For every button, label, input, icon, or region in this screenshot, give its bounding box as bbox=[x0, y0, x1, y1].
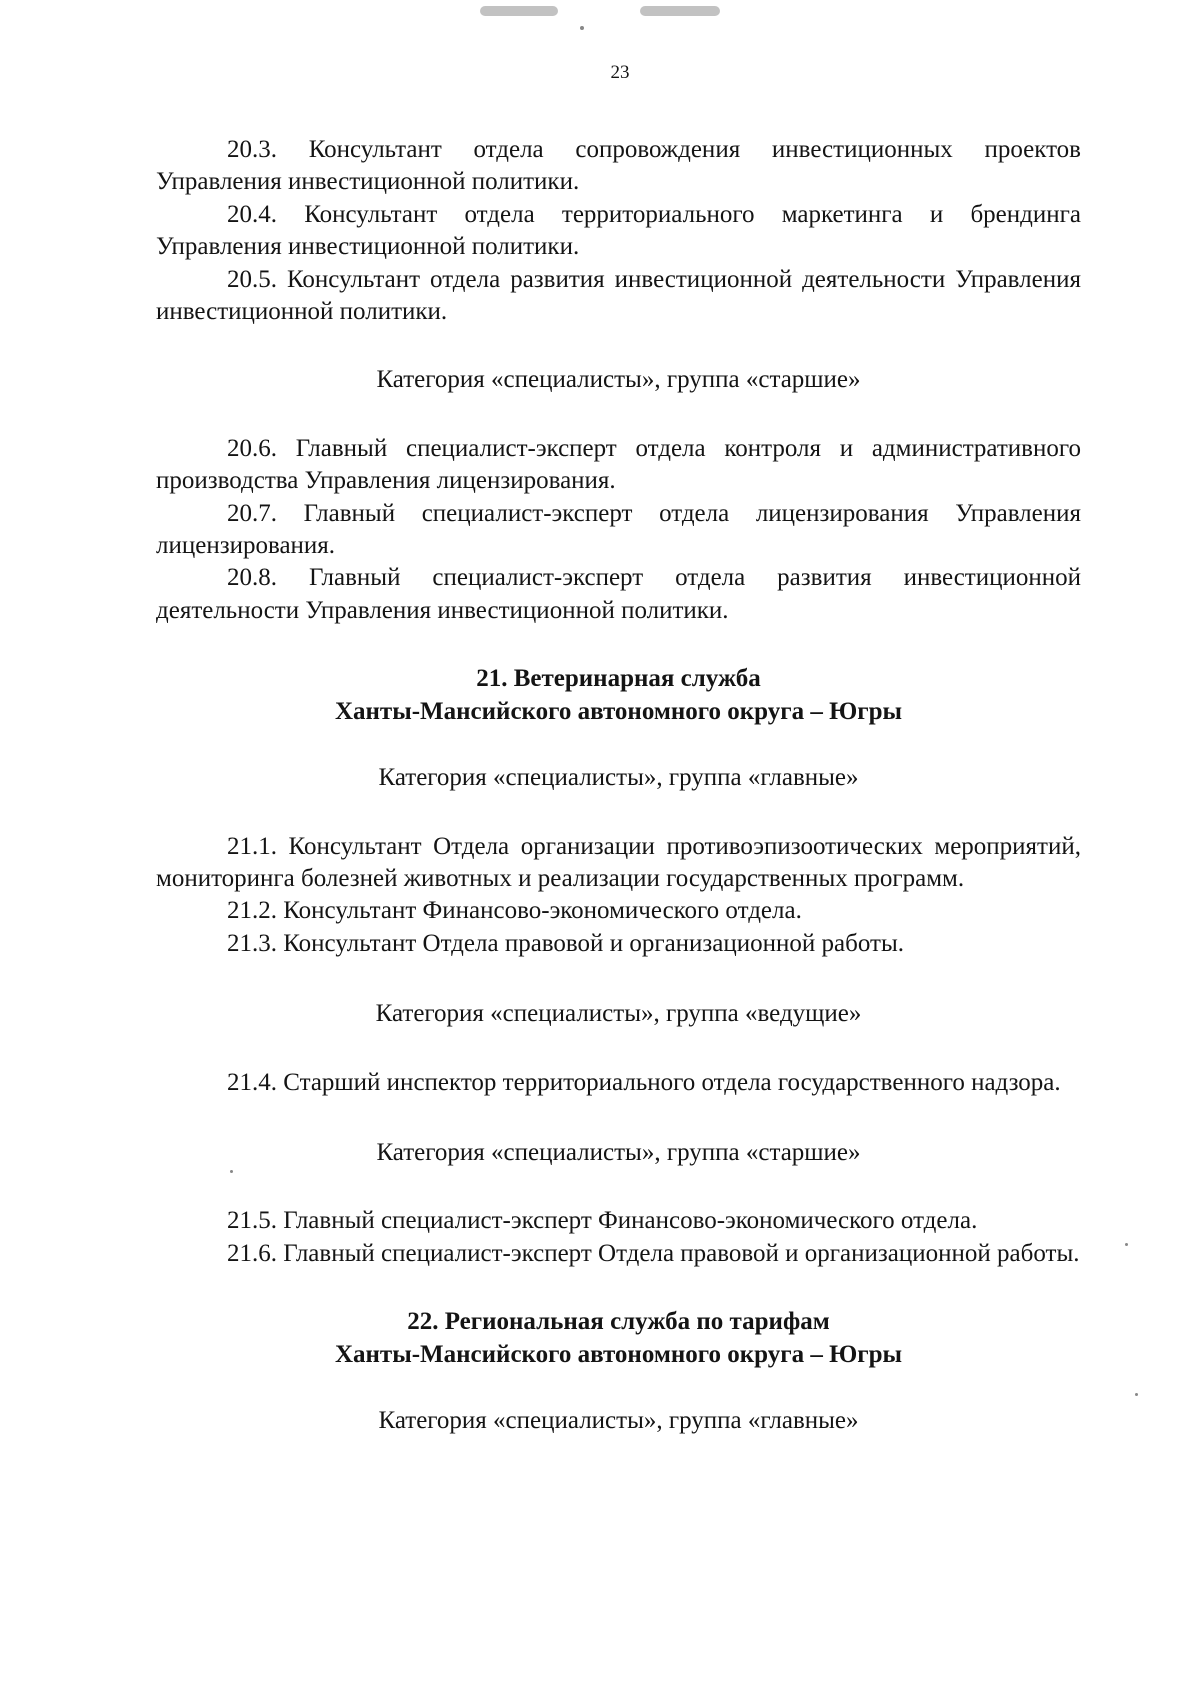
category-heading: Категория «специалисты», группа «ведущие» bbox=[375, 1000, 862, 1028]
category-heading: Категория «специалисты», группа «старшие» bbox=[376, 1138, 861, 1166]
section-title-line: 22. Региональная служба по тарифам bbox=[407, 1308, 830, 1336]
list-item: 21.2. Консультант Финансово-экономического отдела. bbox=[227, 897, 802, 925]
document-body bbox=[156, 134, 1081, 1437]
list-item: 20.7. Главный специалист-эксперт отдела лицензирования Управления лицензирования. bbox=[156, 499, 1081, 560]
section-title-line: Ханты-Мансийского автономного округа – Югры bbox=[334, 1340, 903, 1368]
category-heading: Категория «специалисты», группа «старшие» bbox=[376, 366, 861, 394]
list-item: 21.5. Главный специалист-эксперт Финансово-экономического отдела. bbox=[227, 1207, 978, 1235]
list-item: 21.1. Консультант Отдела организации противоэпизоотических мероприятий, мониторинга болезней животных и реализации государственных программ. bbox=[156, 832, 1081, 892]
scan-artifact bbox=[1135, 1393, 1138, 1396]
page-number: 23 bbox=[610, 62, 630, 83]
list-item: 20.4. Консультант отдела территориального маркетинга и брендинга Управления инвестиционной политики. bbox=[156, 200, 1081, 261]
list-item: 20.3. Консультант отдела сопровождения инвестиционных проектов Управления инвестиционной политики. bbox=[156, 136, 1081, 196]
category-heading: Категория «специалисты», группа «главные» bbox=[378, 1406, 859, 1434]
section-title-line: 21. Ветеринарная служба bbox=[476, 665, 761, 693]
list-item: 20.5. Консультант отдела развития инвестиционной деятельности Управления инвестиционной политики. bbox=[156, 265, 1081, 326]
section-title-line: Ханты-Мансийского автономного округа – Югры bbox=[334, 697, 903, 725]
list-item: 21.3. Консультант Отдела правовой и организационной работы. bbox=[227, 929, 905, 957]
scan-artifact bbox=[580, 26, 584, 30]
list-item: 20.6. Главный специалист-эксперт отдела контроля и административного производства Управления лицензирования. bbox=[156, 434, 1081, 495]
scan-artifact bbox=[480, 6, 558, 16]
scan-artifact bbox=[1125, 1243, 1128, 1246]
scan-artifact bbox=[640, 6, 720, 16]
list-item: 20.8. Главный специалист-эксперт отдела развития инвестиционной деятельности Управления инвестиционной политики. bbox=[156, 564, 1081, 624]
list-item: 21.6. Главный специалист-эксперт Отдела правовой и организационной работы. bbox=[227, 1239, 1080, 1267]
list-item: 21.4. Старший инспектор территориального отдела государственного надзора. bbox=[227, 1068, 1061, 1096]
category-heading: Категория «специалисты», группа «главные» bbox=[378, 764, 859, 792]
